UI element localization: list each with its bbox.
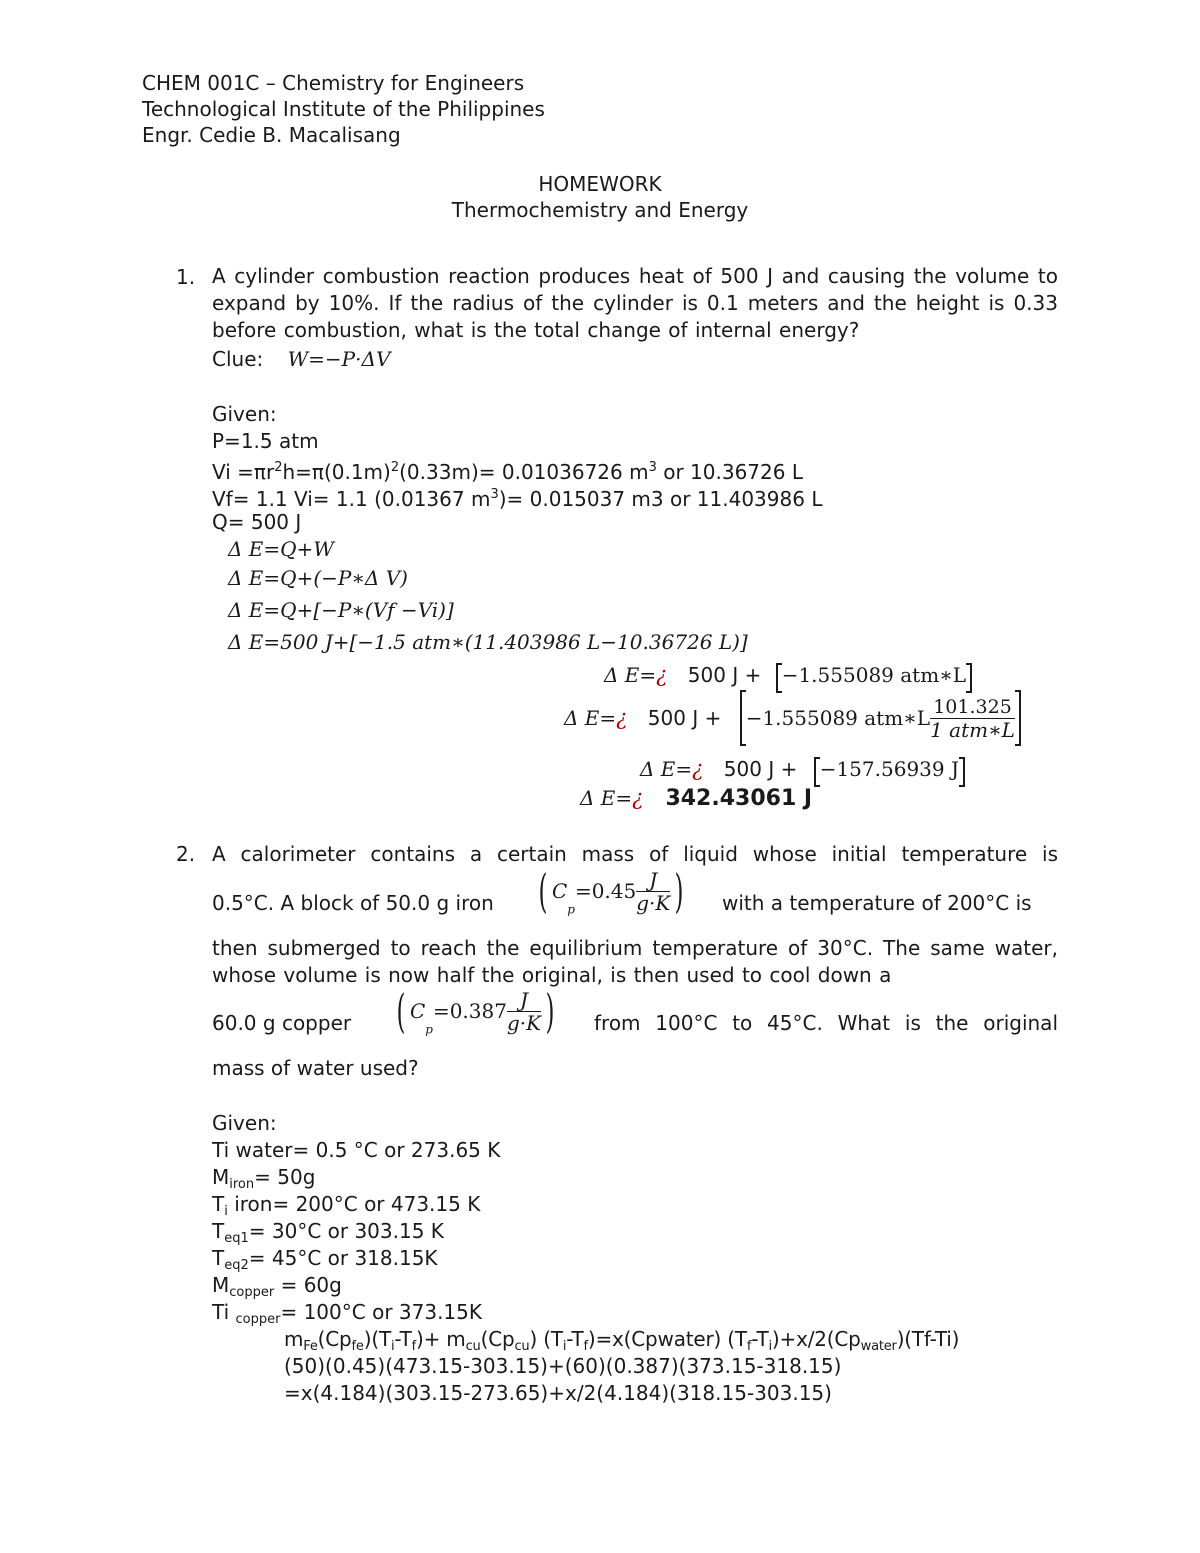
q2-work-line3: =x(4.184)(303.15-273.65)+x/2(4.184)(318.15-303.15) <box>284 1381 832 1405</box>
clue-label: Clue: <box>212 347 264 371</box>
q2-work-line1: $m_{Fe}(Cp_{fe})(T_i-T_f)+ m_{cu}(Cp_{cu})$ $(T_i-T_f)=x(Cpwater)$ $(T_f-T_i)+x/2(Cp_{water})(Tf-Ti)$ <box>284 1327 960 1354</box>
school-name: Technological Institute of the Philippines <box>142 97 545 121</box>
clue-formula: W=−P·ΔV <box>287 347 391 371</box>
cp-copper-expression: ( $C_p=0.387$ $\frac{J}{g\cdot K}$ ) <box>396 984 555 1038</box>
q2-given-label: Given: <box>212 1111 277 1135</box>
q1-given-q: Q= 500 J <box>212 510 302 534</box>
q1-number: 1. <box>176 265 196 289</box>
q1-text: A cylinder combustion reaction produces heat of 500 J and causing the volume to expand by 10%. If the radius of the cylinder is 0.1 meters and the height is 0.33 before combustion, what is the total change of internal energy? <box>212 264 1058 342</box>
q1-eq4: Δ E=500 J+[−1.5 atm∗(11.403986 L−10.36726 L)] <box>228 630 748 654</box>
q1-given-p: P=1.5 atm <box>212 429 319 453</box>
q2-line5a: 60.0 g copper <box>212 1011 352 1035</box>
q1-final: Δ E=¿ 342.43061 J <box>580 786 813 811</box>
q2-given-ti-water: Ti water= 0.5 °C or 273.65 K <box>212 1138 501 1162</box>
q1-given-vi: $Vi =\pi r^2h=\pi(0.1m)^2(0.33m)= 0.01036726$ $m^3$ or 10.36726 L <box>212 460 803 484</box>
q2-given-m-iron: $M_{iron}= 50g$ <box>212 1165 316 1192</box>
homework-subtitle: Thermochemistry and Energy <box>451 198 749 222</box>
q1-eq1: Δ E=Q+W <box>228 537 334 561</box>
q1-eq2: Δ E=Q+(−P∗Δ V) <box>228 566 408 590</box>
q2-given-teq2: $T_{eq2}= 45^\circ C$ or 318.15K <box>212 1246 438 1273</box>
q2-line6: mass of water used? <box>212 1056 419 1080</box>
cp-iron-expression: ( $C_p=0.45$ $\frac{J}{g\cdot K}$ ) <box>538 864 684 918</box>
q2-given-m-copper: $M_{copper} = 60g$ <box>212 1273 342 1300</box>
q2-line3: then submerged to reach the equilibrium temperature of 30°C. The same water, whose volume is now half the original, is then used to cool down a <box>212 936 1058 987</box>
q2-work-line2: (50)(0.45)(473.15-303.15)+(60)(0.387)(373.15-318.15) <box>284 1354 842 1378</box>
q1-given-label: Given: <box>212 402 277 426</box>
q1-clue <box>212 346 390 372</box>
q2-line1: A calorimeter contains a certain mass of liquid whose initial temperature is <box>212 842 1058 866</box>
q2-line5b: from 100°C to 45°C. What is the original <box>594 1011 1058 1035</box>
q2-line2a: 0.5°C. A block of 50.0 g iron <box>212 891 494 915</box>
q2-number: 2. <box>176 842 196 866</box>
instructor-name: Engr. Cedie B. Macalisang <box>142 123 401 147</box>
q1-step3: Δ E=¿ 500 J + −157.56939 J <box>640 756 965 787</box>
q1-eq3: Δ E=Q+[−P∗(Vf −Vi)] <box>228 598 454 622</box>
q1-step1: Δ E=¿ 500 J + −1.555089 atm∗L <box>604 662 972 693</box>
homework-title: HOMEWORK <box>538 172 662 196</box>
q1-given-vf: Vf= 1.1 Vi= 1.1 (0.01367 $m^3)= 0.015037$ m3 or 11.403986 L <box>212 487 823 511</box>
course-title: CHEM 001C – Chemistry for Engineers <box>142 71 525 95</box>
q1-step2: Δ E=¿ 500 J + −1.555089 atm∗L $\frac{101.325}{\text{1 atm∗L}}$ <box>564 690 1021 746</box>
q2-line2b: with a temperature of 200°C is <box>722 891 1032 915</box>
q2-given-teq1: $T_{eq1}= 30^\circ C$ or 303.15 K <box>212 1219 444 1246</box>
q2-given-ti-iron: $T_i$ iron= 200°C or 473.15 K <box>212 1192 481 1219</box>
q2-given-ti-copper: Ti $_{copper}$= 100°C or 373.15K <box>212 1300 482 1327</box>
